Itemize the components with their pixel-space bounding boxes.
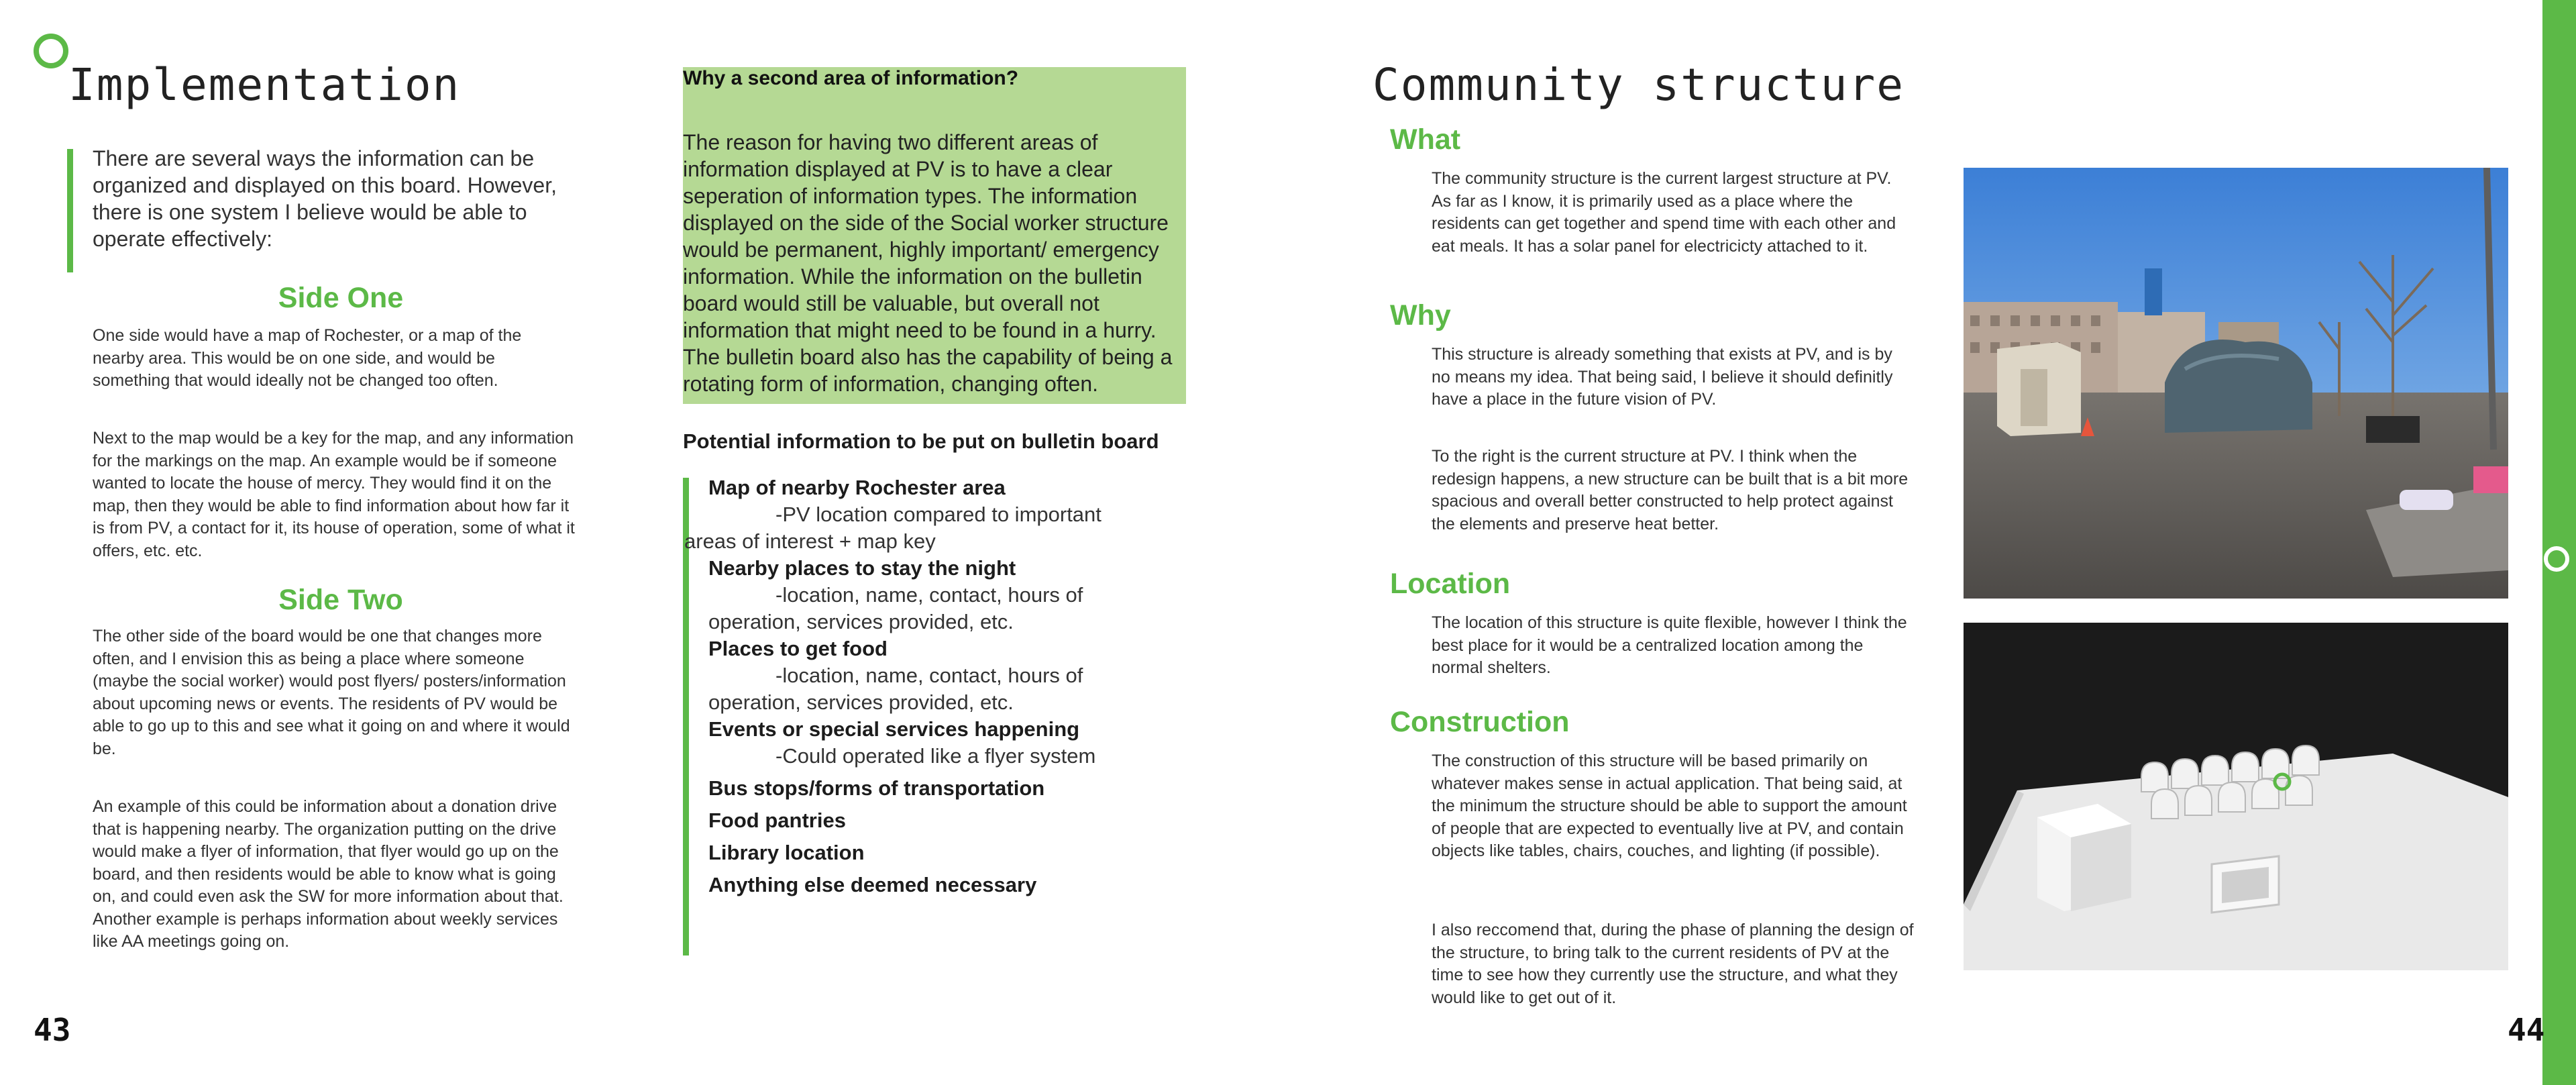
side-one-paragraph-2: Next to the map would be a key for the map, and any information for the markings on the map. An example would be if someone wanted to locate the house of mercy. They would find it on the map, then they would be able to find information about how far it is from PV, a contact for it, its house of operation, some of what it offers, etc. etc. <box>93 429 575 560</box>
location-heading: Location <box>1390 568 1511 600</box>
list-item-desc: operation, services provided, etc. <box>708 610 1014 633</box>
list-item-desc: -location, name, contact, hours of <box>775 664 1083 687</box>
scale-model-photo <box>1964 623 2508 970</box>
green-side-bar <box>2542 0 2576 1085</box>
why-paragraph-2: To the right is the current structure at PV. I think when the redesign happens, a new structure can be built that is a bit more spacious and overall better constructed to help protect against the elements and preserve heat better. <box>1432 447 1909 533</box>
list-item-title: Library location <box>708 841 865 864</box>
bulletin-list <box>684 474 1191 898</box>
intro-paragraph: There are several ways the information can be organized and displayed on this board. However, there is one system I believe would be able to operate effectively: <box>93 146 557 251</box>
list-item-title: Bus stops/forms of transportation <box>708 776 1045 800</box>
construction-heading: Construction <box>1390 706 1570 738</box>
what-paragraph: The community structure is the current largest structure at PV. As far as I know, it is primarily used as a place where the residents can get together and spend time with each other and eat meals. It has a solar panel for electricicty attached to it. <box>1432 169 1896 256</box>
list-item-desc: -location, name, contact, hours of <box>775 583 1083 607</box>
page-title: Implementation <box>68 59 461 111</box>
community-structure-photo <box>1964 168 2508 599</box>
side-one-paragraph-1: One side would have a map of Rochester, or a map of the nearby area. This would be on one side, and would be something that would ideally not be changed too often. <box>93 326 522 390</box>
why-paragraph-1: This structure is already something that exists at PV, and is by no means my idea. That being said, I believe it should definitly have a place in the future vision of PV. <box>1432 345 1893 409</box>
list-item-desc: operation, services provided, etc. <box>708 690 1014 714</box>
page-title-right: Community structure <box>1373 59 1904 111</box>
side-one-heading: Side One <box>278 282 404 314</box>
list-item-title: Places to get food <box>708 637 888 660</box>
box-heading: Why a second area of information? <box>683 67 1019 89</box>
list-item <box>684 474 1191 555</box>
list-item-title: Map of nearby Rochester area <box>708 476 1006 499</box>
side-two-paragraph-2: An example of this could be information about a donation drive that is happening nearby. The organization putting on the drive would make a flyer of information, that flyer would go up on the board, and then residents would be able to know what is going on, and could even ask the SW for more information about that. Another example is perhaps information about weekly services like AA meetings going on. <box>93 797 564 951</box>
highlight-box <box>683 67 1186 404</box>
construction-paragraph-1: The construction of this structure will be based primarily on whatever makes sense in actual application. That being said, at the minimum the structure should be able to support the amount of people that are expected to eventually live at PV, and contain objects like tables, chairs, couches, and lighting (if possible). <box>1432 752 1907 860</box>
list-item-desc: -PV location compared to important <box>775 503 1102 526</box>
list-item <box>708 716 1191 770</box>
list-item <box>708 635 1191 716</box>
construction-paragraph-2: I also reccomend that, during the phase of planning the design of the structure, to bring talk to the current residents of PV at the time to see how they currently use the structure, and what they would like to get out of it. <box>1432 921 1914 1007</box>
list-item-title: Events or special services happening <box>708 717 1080 741</box>
bulletin-list-heading: Potential information to be put on bulletin board <box>683 429 1159 453</box>
what-heading: What <box>1390 123 1461 156</box>
list-item-title: Food pantries <box>708 809 846 832</box>
list-item-desc: areas of interest + map key <box>684 529 936 553</box>
ring-decoration-icon <box>2544 546 2569 572</box>
page-number-left: 43 <box>34 1012 71 1048</box>
ring-decoration-icon <box>34 34 68 68</box>
intro-accent-bar <box>67 149 73 272</box>
why-heading: Why <box>1390 299 1451 331</box>
list-item-title: Anything else deemed necessary <box>708 873 1037 896</box>
list-item-title: Nearby places to stay the night <box>708 556 1016 580</box>
side-two-paragraph-1: The other side of the board would be one that changes more often, and I envision this as being a place where someone (maybe the social worker) would post flyers/ posters/information about upcoming news or events. The residents of PV would be able to go up to this and see what it going on and where it would be. <box>93 627 570 758</box>
list-item <box>708 555 1191 635</box>
list-item-desc: -Could operated like a flyer system <box>775 744 1096 768</box>
box-text: The reason for having two different areas of information displayed at PV is to have a clear seperation of information types. The information displayed on the side of the Social worker structure would be permanent, highly important/ emergency information. While the information on the bulletin board would still be valuable, but overall not information that might need to be found in a hurry. The bulletin board also has the capability of being a rotating form of information, changing often. <box>683 130 1173 396</box>
side-two-heading: Side Two <box>278 584 403 616</box>
location-paragraph: The location of this structure is quite flexible, however I think the best place for it would be a centralized location among the normal shelters. <box>1432 613 1907 677</box>
page-number-right: 44 <box>2508 1012 2545 1048</box>
